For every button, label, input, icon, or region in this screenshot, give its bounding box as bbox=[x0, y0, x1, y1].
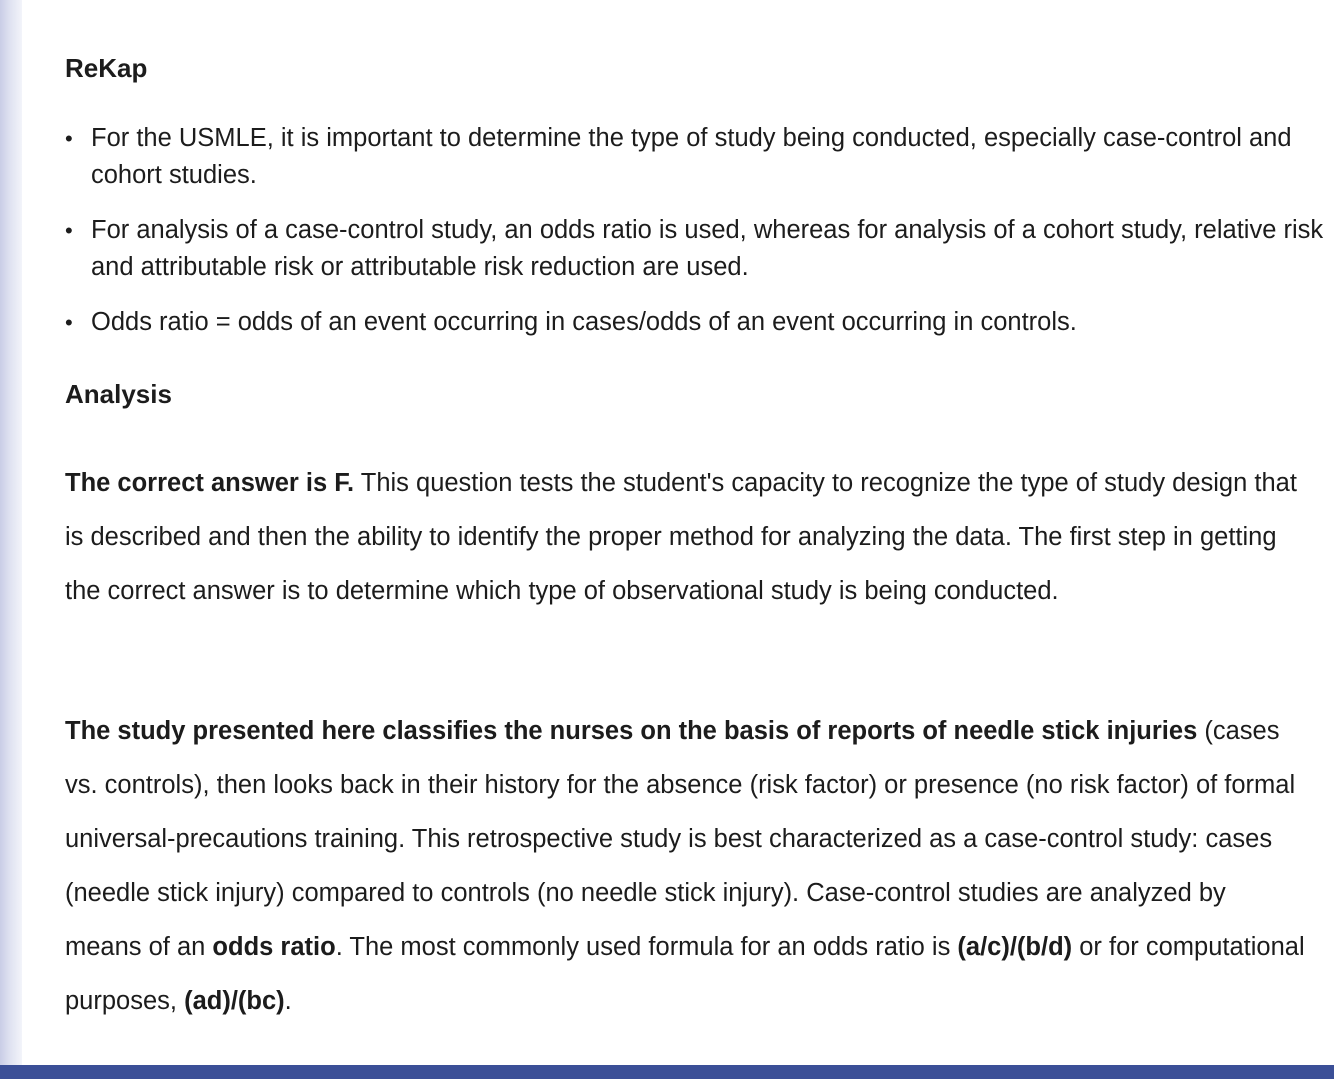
bottom-toolbar-bar bbox=[0, 1065, 1334, 1079]
left-window-edge bbox=[0, 0, 22, 1079]
bullet-icon: • bbox=[65, 218, 73, 243]
paragraph-text: . The most commonly used formula for an odds ratio is bbox=[335, 933, 958, 961]
rekap-heading: ReKap bbox=[65, 53, 148, 83]
paragraph-text: (cases vs. controls), then looks back in their history for the absence (risk factor) or presence (no risk factor) of formal universal-precautions training. This retrospective study is best characterized as a case-control study: cases (needle stick injury) compared to controls (no needle stick injury). Case-control studies are analyzed by means of an bbox=[65, 717, 1296, 961]
odds-ratio-term: odds ratio bbox=[212, 933, 336, 961]
rekap-list bbox=[65, 120, 1327, 359]
analysis-paragraph-2 bbox=[65, 704, 1305, 1028]
analysis-paragraph-1 bbox=[65, 456, 1305, 618]
paragraph-text: . bbox=[284, 987, 292, 1015]
bullet-icon: • bbox=[65, 310, 73, 335]
rekap-item-text: For analysis of a case-control study, an odds ratio is used, whereas for analysis of a cohort study, relative risk and attributable risk or attributable risk reduction are used. bbox=[91, 216, 1324, 281]
analysis-heading: Analysis bbox=[65, 379, 172, 409]
rekap-item-text: For the USMLE, it is important to determine the type of study being conducted, especially case-control and cohort studies. bbox=[91, 124, 1292, 189]
list-item bbox=[65, 212, 1327, 286]
correct-answer-lead: The correct answer is F. bbox=[65, 469, 355, 497]
list-item bbox=[65, 304, 1327, 341]
bullet-icon: • bbox=[65, 126, 73, 151]
study-classification-lead: The study presented here classifies the nurses on the basis of reports of needle stick injuries bbox=[65, 717, 1198, 745]
computational-formula: (ad)/(bc) bbox=[184, 987, 285, 1015]
paragraph-text: or for computational purposes, bbox=[65, 933, 1305, 1015]
paragraph-text: This question tests the student's capacity to recognize the type of study design that is described and then the ability to identify the proper method for analyzing the data. The first step in getting the correct answer is to determine which type of observational study is being conducted. bbox=[65, 469, 1297, 605]
list-item bbox=[65, 120, 1327, 194]
odds-ratio-formula: (a/c)/(b/d) bbox=[957, 933, 1073, 961]
rekap-item-text: Odds ratio = odds of an event occurring in cases/odds of an event occurring in controls. bbox=[91, 308, 1077, 336]
